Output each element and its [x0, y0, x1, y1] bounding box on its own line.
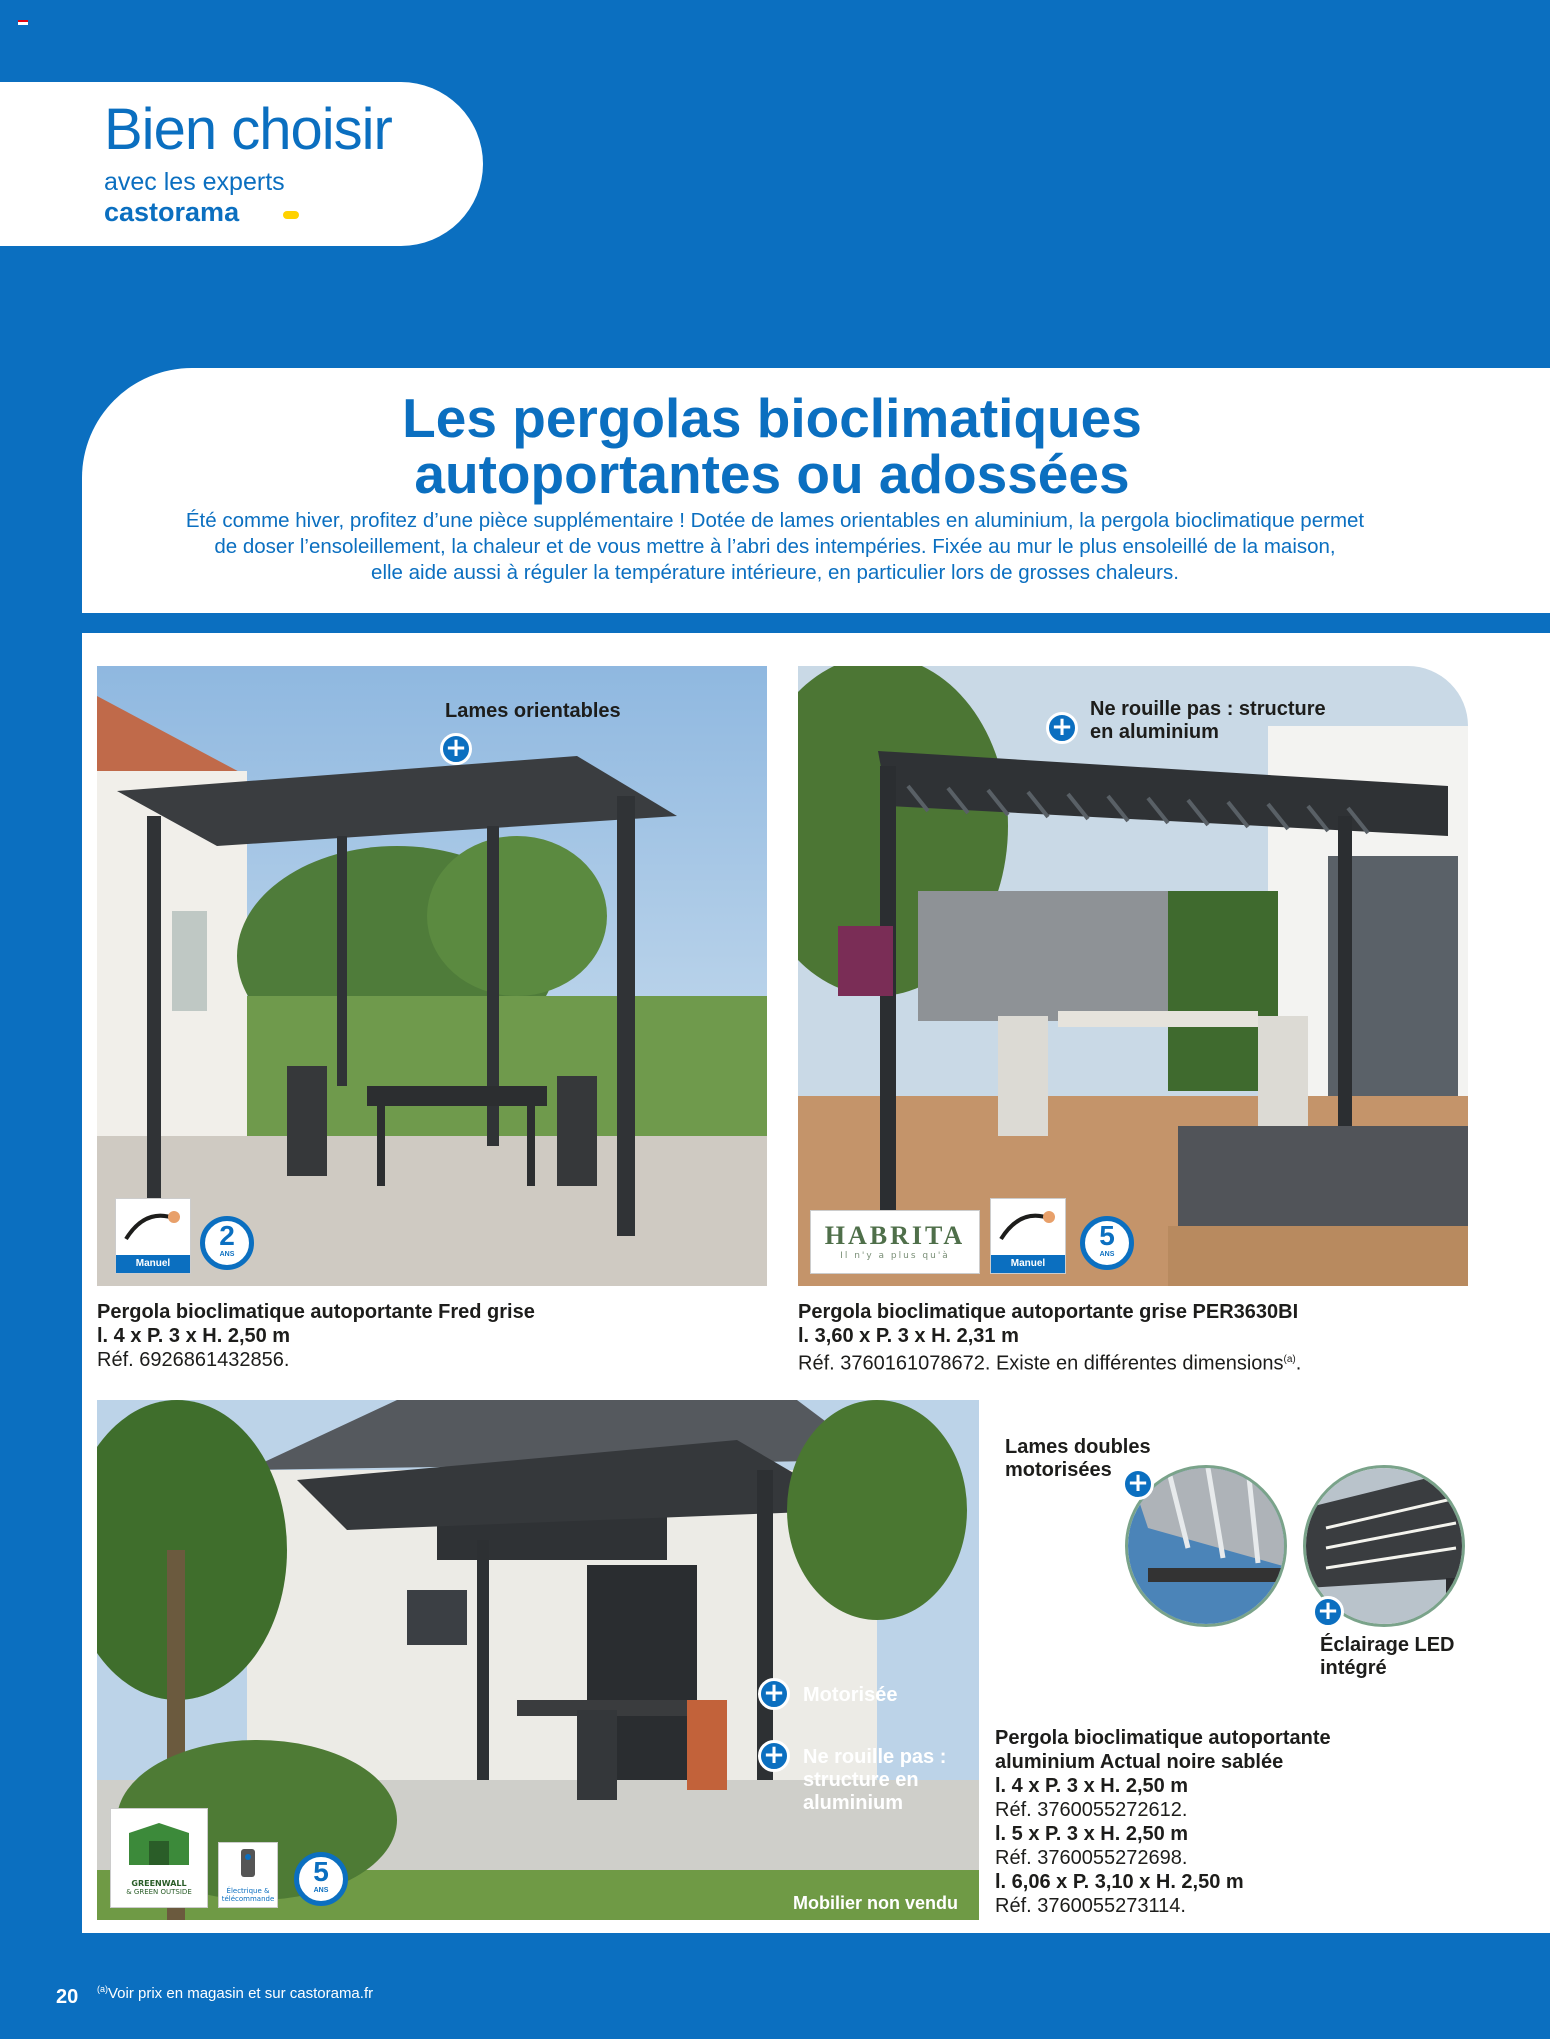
remote-control-icon — [223, 1843, 273, 1883]
product-ref: Réf. 3760161078672. Existe en différentes dimensions$^{(a)}$. — [798, 1352, 1302, 1375]
callout-label: motorisées — [1005, 1459, 1112, 1481]
callout-label: en aluminium — [1090, 721, 1219, 743]
greenwall-logo-text: GREENWALL — [131, 1879, 187, 1888]
callout-eclairage-led — [1320, 1634, 1455, 1680]
product-ref: Réf. 6926861432856. — [97, 1349, 290, 1371]
product-dims: l. 3,60 x P. 3 x H. 2,31 m — [798, 1325, 1019, 1347]
callout-label: structure en — [803, 1769, 919, 1791]
intro-line: elle aide aussi à réguler la température intérieure, en particulier lors de grosses chaleurs. — [371, 561, 1179, 584]
product-ref: Réf. 3760055272698. — [995, 1847, 1188, 1869]
product-ref: Réf. 3760055272612. — [995, 1799, 1188, 1821]
electrique-label: Électrique & télécommande — [221, 1887, 275, 1903]
callout-ne-rouille-pas — [1090, 698, 1326, 744]
flag-icon — [18, 20, 28, 27]
callout-label: Lames doubles — [1005, 1436, 1151, 1458]
callout-label: Ne rouille pas : structure — [1090, 698, 1326, 720]
header-title: Bien choisir — [104, 97, 392, 162]
mobilier-note: Mobilier non vendu — [793, 1893, 958, 1913]
footnote-text: Voir prix en magasin et sur castorama.fr — [108, 1985, 374, 2002]
habrita-tagline: Il n'y a plus qu'à — [840, 1251, 950, 1261]
product-2-photo — [798, 666, 1468, 1286]
callout-lames-orientables — [445, 700, 621, 723]
product-dims: l. 4 x P. 3 x H. 2,50 m — [995, 1775, 1189, 1797]
section-intro — [110, 508, 1440, 586]
garantie-unit: ANS — [1099, 1251, 1115, 1258]
product-ref: Réf. 3760055273114. — [995, 1895, 1186, 1917]
section-title-line1: Les pergolas bioclimatiques — [402, 387, 1142, 449]
garantie-badge — [200, 1216, 254, 1270]
product-dims: l. 6,06 x P. 3,10 x H. 2,50 m — [995, 1871, 1244, 1893]
garantie-badge — [294, 1852, 348, 1906]
product-name: Pergola bioclimatique autoportante Fred grise — [97, 1301, 535, 1323]
product-2-info — [798, 1300, 1301, 1376]
manuel-badge — [115, 1198, 191, 1274]
garantie-badge — [1080, 1216, 1134, 1270]
manuel-label: Manuel — [991, 1255, 1065, 1273]
greenwall-logo — [110, 1808, 208, 1908]
callout-label: intégré — [1320, 1657, 1387, 1679]
intro-line: de doser l’ensoleillement, la chaleur et de vous mettre à l’abri des intempéries. Fixée au mur le plus ensoleillé de la maison, — [214, 535, 1336, 558]
section-title — [82, 387, 1462, 505]
plus-icon: + — [1312, 1596, 1344, 1628]
plus-icon: + — [758, 1678, 790, 1710]
plus-icon: + — [758, 1740, 790, 1772]
callout-label: Éclairage LED — [1320, 1634, 1455, 1656]
hand-crank-icon — [991, 1199, 1065, 1255]
habrita-logo — [810, 1210, 980, 1274]
page-number: 20 — [56, 1986, 79, 2008]
plus-icon: + — [1046, 712, 1078, 744]
callout-ne-rouille-pas — [803, 1746, 946, 1815]
garantie-years: 5 — [313, 1856, 329, 1887]
footnote — [97, 1984, 373, 2002]
product-1-photo — [97, 666, 767, 1286]
callout-label: Ne rouille pas : — [803, 1746, 947, 1768]
footnote-mark: (a) — [97, 1984, 108, 1994]
greenwall-logo-tagline: & GREEN OUTSIDE — [126, 1888, 192, 1896]
product-dims: l. 4 x P. 3 x H. 2,50 m — [97, 1325, 291, 1347]
section-title-line2: autoportantes ou adossées — [414, 443, 1130, 505]
habrita-logo-text: HABRITA — [824, 1221, 966, 1250]
ref-footnote-mark: (a) — [1283, 1354, 1296, 1365]
brand-logo: castorama — [104, 197, 240, 227]
header-subtitle: avec les experts — [104, 168, 285, 196]
garantie-years: 5 — [1099, 1220, 1115, 1251]
callout-motorisee: Motorisée — [803, 1684, 898, 1706]
garantie-unit: ANS — [219, 1251, 235, 1258]
electrique-badge — [218, 1842, 278, 1908]
greenwall-logo-icon — [119, 1815, 199, 1875]
divider-stripe — [82, 613, 1550, 633]
plus-icon: + — [440, 733, 472, 765]
product-1-info — [97, 1300, 535, 1372]
product-name: aluminium Actual noire sablée — [995, 1751, 1284, 1773]
product-3-info — [995, 1726, 1331, 1918]
plus-icon: + — [1122, 1468, 1154, 1500]
product-name: Pergola bioclimatique autoportante grise PER3630BI — [798, 1301, 1299, 1323]
product-name: Pergola bioclimatique autoportante — [995, 1727, 1331, 1749]
callout-label: Lames orientables — [445, 700, 621, 722]
callout-label: aluminium — [803, 1792, 904, 1814]
manuel-label: Manuel — [116, 1255, 190, 1273]
hand-crank-icon — [116, 1199, 190, 1255]
brand-logo-dash — [283, 211, 299, 219]
manuel-badge — [990, 1198, 1066, 1274]
product-dims: l. 5 x P. 3 x H. 2,50 m — [995, 1823, 1189, 1845]
garantie-unit: ANS — [313, 1887, 329, 1894]
intro-line: Été comme hiver, profitez d’une pièce supplémentaire ! Dotée de lames orientables en aluminium, la pergola bioclimatique permet — [185, 509, 1365, 532]
garantie-years: 2 — [219, 1220, 235, 1251]
